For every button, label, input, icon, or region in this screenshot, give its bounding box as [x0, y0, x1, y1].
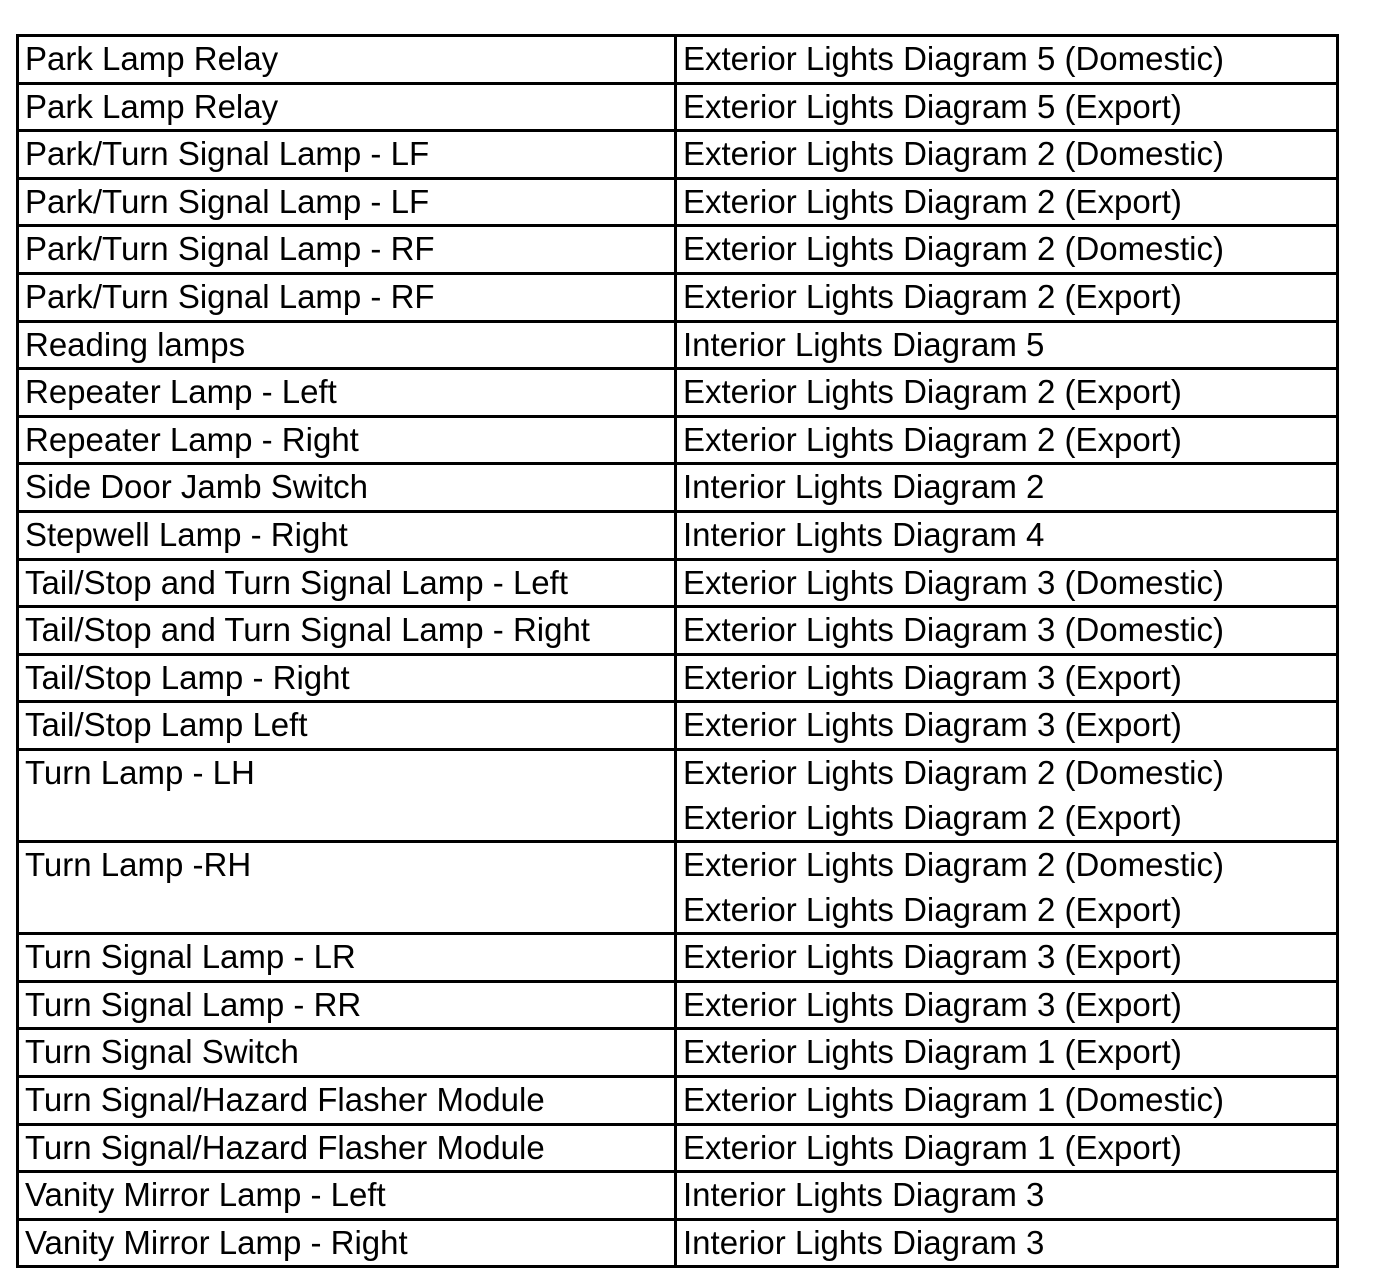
diagram-reference: Interior Lights Diagram 5 [683, 325, 1045, 363]
diagram-reference-cell [676, 607, 1338, 655]
table-row [18, 1077, 1338, 1125]
component-name-cell [18, 369, 676, 417]
table-row [18, 1219, 1338, 1267]
diagram-reference: Exterior Lights Diagram 2 (Export) [683, 182, 1182, 220]
diagram-reference: Exterior Lights Diagram 2 (Export) [683, 798, 1182, 836]
component-name-cell [18, 559, 676, 607]
table-row [18, 559, 1338, 607]
table-row [18, 131, 1338, 179]
diagram-reference-cell [676, 981, 1338, 1029]
component-name: Tail/Stop Lamp - Right [25, 658, 350, 696]
component-name: Vanity Mirror Lamp - Right [25, 1223, 408, 1261]
component-name: Stepwell Lamp - Right [25, 515, 348, 553]
table-row [18, 654, 1338, 702]
table-row [18, 226, 1338, 274]
diagram-reference: Exterior Lights Diagram 2 (Domestic) [683, 846, 1224, 884]
table-row [18, 1124, 1338, 1172]
component-name-cell [18, 1124, 676, 1172]
diagram-reference-cell [676, 1219, 1338, 1267]
table-row [18, 321, 1338, 369]
table-row [18, 464, 1338, 512]
diagram-reference: Exterior Lights Diagram 3 (Export) [683, 938, 1182, 976]
component-name: Turn Signal/Hazard Flasher Module [25, 1081, 545, 1119]
component-name: Turn Signal Lamp - LR [25, 938, 356, 976]
diagram-reference-cell [676, 464, 1338, 512]
component-name: Turn Signal/Hazard Flasher Module [25, 1128, 545, 1166]
diagram-reference-cell [676, 1029, 1338, 1077]
diagram-reference-cell [676, 842, 1338, 934]
diagram-reference: Exterior Lights Diagram 3 (Export) [683, 658, 1182, 696]
component-name-cell [18, 981, 676, 1029]
component-name-cell [18, 934, 676, 982]
component-name-cell [18, 273, 676, 321]
component-name-cell [18, 321, 676, 369]
diagram-reference: Exterior Lights Diagram 1 (Export) [683, 1033, 1182, 1071]
component-name-cell [18, 1219, 676, 1267]
component-name: Turn Lamp - LH [25, 753, 255, 791]
diagram-reference: Interior Lights Diagram 4 [683, 515, 1045, 553]
diagram-reference-cell [676, 131, 1338, 179]
component-name: Turn Signal Switch [25, 1033, 299, 1071]
diagram-reference-cell [676, 178, 1338, 226]
table-row [18, 607, 1338, 655]
table-body [18, 36, 1338, 1267]
diagram-reference-cell [676, 36, 1338, 84]
diagram-reference-cell [676, 749, 1338, 841]
table-row [18, 981, 1338, 1029]
component-name: Turn Lamp -RH [25, 846, 252, 884]
diagram-reference-cell [676, 654, 1338, 702]
table-row [18, 178, 1338, 226]
diagram-reference: Exterior Lights Diagram 2 (Export) [683, 373, 1182, 411]
table-row [18, 83, 1338, 131]
component-name-cell [18, 842, 676, 934]
diagram-reference-cell [676, 511, 1338, 559]
diagram-reference: Exterior Lights Diagram 2 (Export) [683, 277, 1182, 315]
component-name-cell [18, 83, 676, 131]
component-name: Tail/Stop and Turn Signal Lamp - Left [25, 563, 568, 601]
component-name-cell [18, 226, 676, 274]
component-name: Park/Turn Signal Lamp - RF [25, 277, 435, 315]
diagram-reference: Exterior Lights Diagram 3 (Domestic) [683, 563, 1224, 601]
diagram-reference-cell [676, 321, 1338, 369]
diagram-reference: Interior Lights Diagram 3 [683, 1176, 1045, 1214]
diagram-reference: Exterior Lights Diagram 3 (Domestic) [683, 611, 1224, 649]
component-name-cell [18, 178, 676, 226]
diagram-reference-cell [676, 369, 1338, 417]
component-name: Reading lamps [25, 325, 246, 363]
diagram-reference: Exterior Lights Diagram 3 (Export) [683, 985, 1182, 1023]
diagram-reference-cell [676, 273, 1338, 321]
component-name: Park Lamp Relay [25, 40, 279, 77]
diagram-reference-cell [676, 416, 1338, 464]
component-name-cell [18, 702, 676, 750]
component-name: Park Lamp Relay [25, 87, 279, 125]
diagram-reference: Exterior Lights Diagram 5 (Export) [683, 87, 1182, 125]
component-name-cell [18, 607, 676, 655]
component-name-cell [18, 511, 676, 559]
diagram-reference-cell [676, 226, 1338, 274]
diagram-reference: Exterior Lights Diagram 3 (Export) [683, 706, 1182, 744]
component-name: Park/Turn Signal Lamp - LF [25, 182, 430, 220]
diagram-reference-cell [676, 1077, 1338, 1125]
component-name-cell [18, 131, 676, 179]
diagram-reference: Exterior Lights Diagram 1 (Export) [683, 1128, 1182, 1166]
table-row [18, 749, 1338, 841]
table-row [18, 369, 1338, 417]
diagram-reference-cell [676, 1172, 1338, 1220]
component-name: Turn Signal Lamp - RR [25, 985, 362, 1023]
component-name: Park/Turn Signal Lamp - RF [25, 230, 435, 268]
diagram-reference: Exterior Lights Diagram 2 (Domestic) [683, 753, 1224, 791]
table-row [18, 934, 1338, 982]
component-name-cell [18, 464, 676, 512]
component-name: Repeater Lamp - Left [25, 373, 337, 411]
diagram-reference-cell [676, 83, 1338, 131]
diagram-reference: Exterior Lights Diagram 2 (Domestic) [683, 230, 1224, 268]
component-name-cell [18, 654, 676, 702]
table-row [18, 1172, 1338, 1220]
component-name: Tail/Stop and Turn Signal Lamp - Right [25, 611, 590, 649]
diagram-reference: Exterior Lights Diagram 2 (Export) [683, 890, 1182, 928]
diagram-reference-cell [676, 1124, 1338, 1172]
component-index-table [16, 34, 1339, 1268]
table-row [18, 416, 1338, 464]
diagram-reference: Interior Lights Diagram 2 [683, 468, 1045, 506]
component-name: Park/Turn Signal Lamp - LF [25, 135, 430, 173]
diagram-reference-cell [676, 702, 1338, 750]
table-row [18, 273, 1338, 321]
diagram-reference: Exterior Lights Diagram 1 (Domestic) [683, 1081, 1224, 1119]
component-name: Tail/Stop Lamp Left [25, 706, 308, 744]
table-row [18, 842, 1338, 934]
component-name-cell [18, 1172, 676, 1220]
diagram-reference: Exterior Lights Diagram 5 (Domestic) [683, 40, 1224, 77]
table-row [18, 702, 1338, 750]
diagram-reference: Exterior Lights Diagram 2 (Domestic) [683, 135, 1224, 173]
component-name-cell [18, 36, 676, 84]
component-name-cell [18, 1029, 676, 1077]
component-name-cell [18, 1077, 676, 1125]
component-name: Side Door Jamb Switch [25, 468, 368, 506]
diagram-reference: Exterior Lights Diagram 2 (Export) [683, 420, 1182, 458]
component-name: Repeater Lamp - Right [25, 420, 359, 458]
component-name: Vanity Mirror Lamp - Left [25, 1176, 386, 1214]
diagram-reference-cell [676, 934, 1338, 982]
table-row [18, 511, 1338, 559]
diagram-reference: Interior Lights Diagram 3 [683, 1223, 1045, 1261]
component-name-cell [18, 749, 676, 841]
component-name-cell [18, 416, 676, 464]
diagram-reference-cell [676, 559, 1338, 607]
table-row [18, 1029, 1338, 1077]
table-row [18, 36, 1338, 84]
